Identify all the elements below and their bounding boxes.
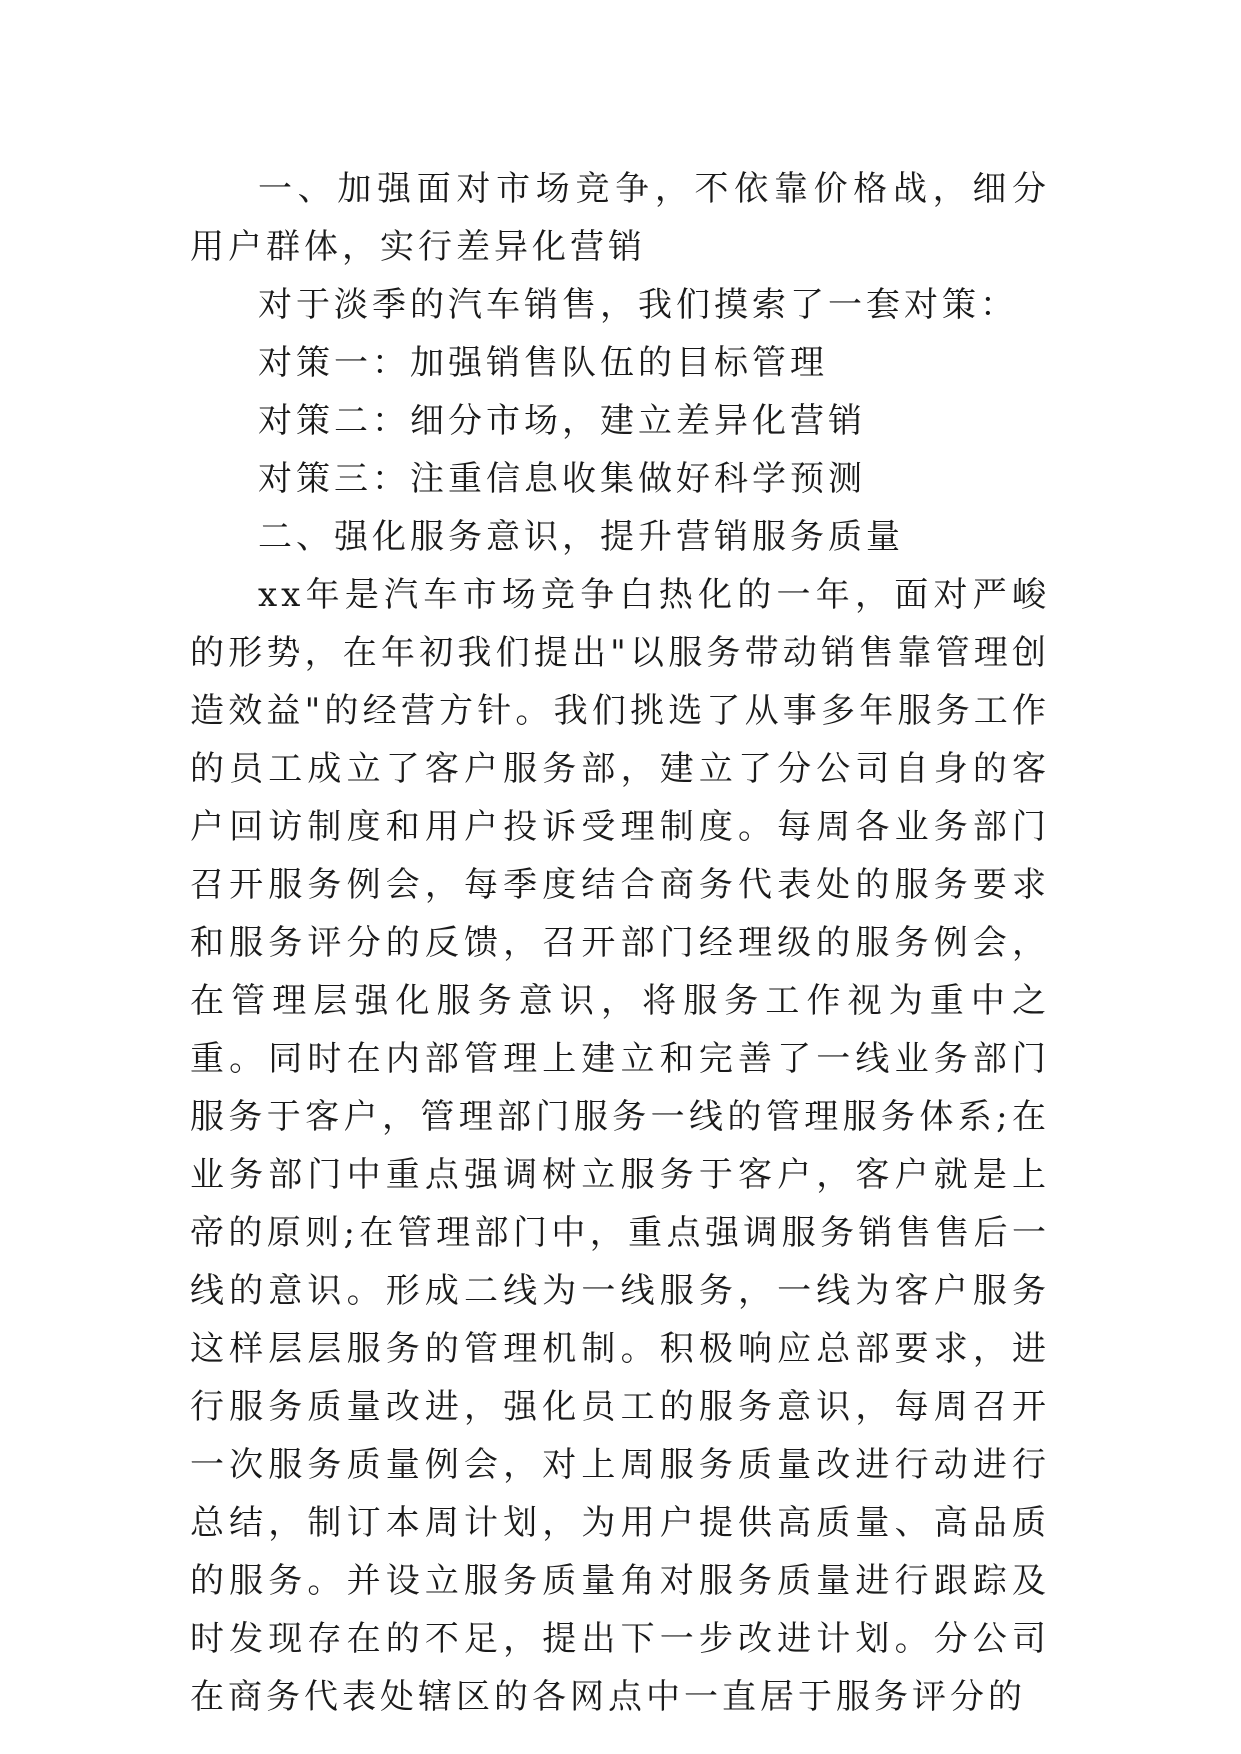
section-heading-1: 一、加强面对市场竞争，不依靠价格战，细分用户群体，实行差异化营销 [190, 169, 1050, 267]
strategy-item-1: 对策一：加强销售队伍的目标管理 [258, 343, 828, 383]
section-heading-2: 二、强化服务意识，提升营销服务质量 [258, 517, 904, 557]
paragraph-intro: 对于淡季的汽车销售，我们摸索了一套对策： [258, 285, 1018, 325]
document-body [190, 160, 1050, 1726]
strategy-item-2: 对策二：细分市场，建立差异化营销 [258, 401, 866, 441]
body-paragraph: xx年是汽车市场竞争白热化的一年，面对严峻的形势，在年初我们提出"以服务带动销售靠管理创造效益"的经营方针。我们挑选了从事多年服务工作的员工成立了客户服务部，建立了分公司自身的客户回访制度和用户投诉受理制度。每周各业务部门召开服务例会，每季度结合商务代表处的服务要求和服务评分的反馈，召开部门经理级的服务例会，在管理层强化服务意识，将服务工作视为重中之重。同时在内部管理上建立和完善了一线业务部门服务于客户，管理部门服务一线的管理服务体系;在业务部门中重点强调树立服务于客户，客户就是上帝的原则;在管理部门中，重点强调服务销售售后一线的意识。形成二线为一线服务，一线为客户服务这样层层服务的管理机制。积极响应总部要求，进行服务质量改进，强化员工的服务意识，每周召开一次服务质量例会，对上周服务质量改进行动进行总结，制订本周计划，为用户提供高质量、高品质的服务。并设立服务质量角对服务质量进行跟踪及时发现存在的不足，提出下一步改进计划。分公司在商务代表处辖区的各网点中一直居于服务评分的 [190, 575, 1050, 1717]
strategy-item-3: 对策三：注重信息收集做好科学预测 [258, 459, 866, 499]
